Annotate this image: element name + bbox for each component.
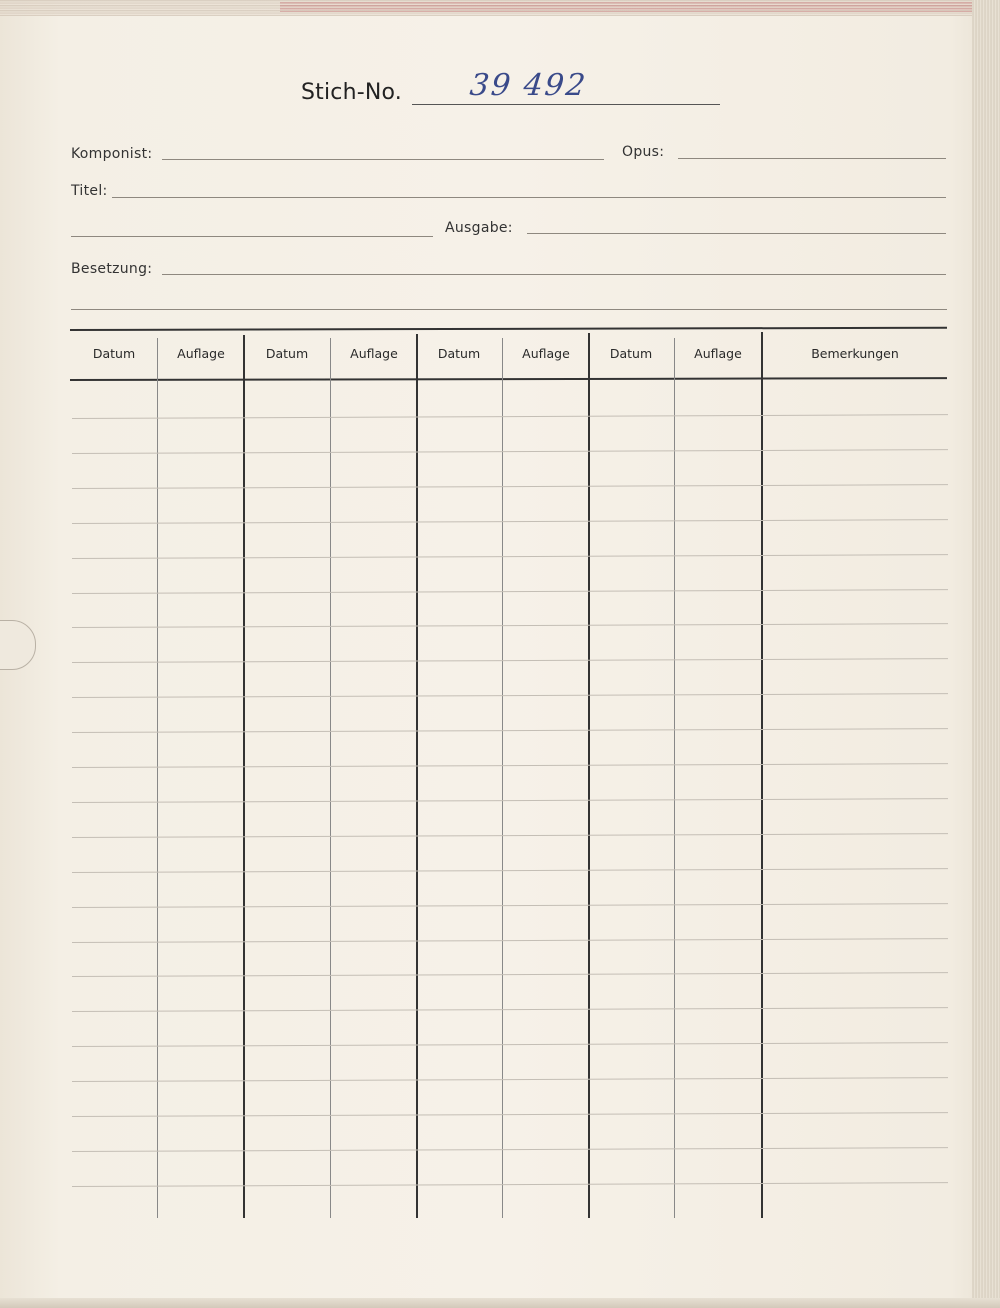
table-row[interactable] <box>72 484 948 489</box>
table-row[interactable] <box>72 938 948 943</box>
page-right-edge <box>972 0 1000 1308</box>
column-divider <box>674 338 675 1218</box>
table-row[interactable] <box>72 903 948 908</box>
table-row[interactable] <box>72 624 948 629</box>
ausgabe-field[interactable] <box>527 233 946 234</box>
col-header-datum-4: Datum <box>609 346 653 361</box>
stich-no-value: 39 492 <box>468 68 589 103</box>
page-tab-cutout <box>0 620 36 670</box>
titel-field[interactable] <box>112 197 946 198</box>
table-row[interactable] <box>72 1042 948 1047</box>
besetzung-field[interactable] <box>162 274 946 275</box>
table-row[interactable] <box>72 973 948 978</box>
col-header-bemerkungen: Bemerkungen <box>811 346 899 361</box>
col-header-auflage-1: Auflage <box>177 346 225 361</box>
titel-label: Titel: <box>71 183 108 199</box>
stich-no-line <box>412 104 720 105</box>
table-row[interactable] <box>72 868 948 873</box>
table-row[interactable] <box>72 763 948 768</box>
column-divider-major <box>761 332 763 1218</box>
table-row[interactable] <box>72 1007 948 1012</box>
table-row[interactable] <box>72 1077 948 1082</box>
titel-field-line-2[interactable] <box>71 236 433 237</box>
col-header-auflage-3: Auflage <box>522 346 570 361</box>
komponist-field[interactable] <box>162 159 604 160</box>
column-divider-major <box>416 334 418 1218</box>
opus-field[interactable] <box>678 158 946 159</box>
col-header-auflage-2: Auflage <box>350 346 398 361</box>
column-divider <box>502 338 503 1218</box>
komponist-label: Komponist: <box>71 146 153 162</box>
besetzung-field-line-2[interactable] <box>71 309 947 310</box>
page-bottom-edge <box>0 1298 1000 1308</box>
column-divider-major <box>243 335 245 1218</box>
table-row[interactable] <box>72 658 948 663</box>
opus-label: Opus: <box>622 144 665 160</box>
stich-no-label: Stich-No. <box>301 80 403 105</box>
col-header-auflage-4: Auflage <box>694 346 742 361</box>
table-row[interactable] <box>72 1112 948 1117</box>
table-row[interactable] <box>72 519 948 524</box>
column-divider <box>330 338 331 1218</box>
table-row[interactable] <box>72 693 948 698</box>
table-row[interactable] <box>72 1147 948 1152</box>
col-header-datum-2: Datum <box>265 346 309 361</box>
column-divider-major <box>588 333 590 1218</box>
ausgabe-label: Ausgabe: <box>445 220 513 236</box>
col-header-datum-1: Datum <box>92 346 136 361</box>
table-top-rule <box>70 327 947 331</box>
besetzung-label: Besetzung: <box>71 261 153 277</box>
table-row[interactable] <box>72 728 948 733</box>
table-row[interactable] <box>72 589 948 594</box>
table-row[interactable] <box>72 449 948 454</box>
col-header-datum-3: Datum <box>437 346 481 361</box>
table-row[interactable] <box>72 554 948 559</box>
table-row[interactable] <box>72 833 948 838</box>
column-divider <box>157 338 158 1218</box>
table-header-rule <box>70 377 947 381</box>
page-top-edge-marks <box>280 2 1000 12</box>
table-row[interactable] <box>72 1182 948 1187</box>
table-row[interactable] <box>72 414 948 419</box>
table-row[interactable] <box>72 798 948 803</box>
